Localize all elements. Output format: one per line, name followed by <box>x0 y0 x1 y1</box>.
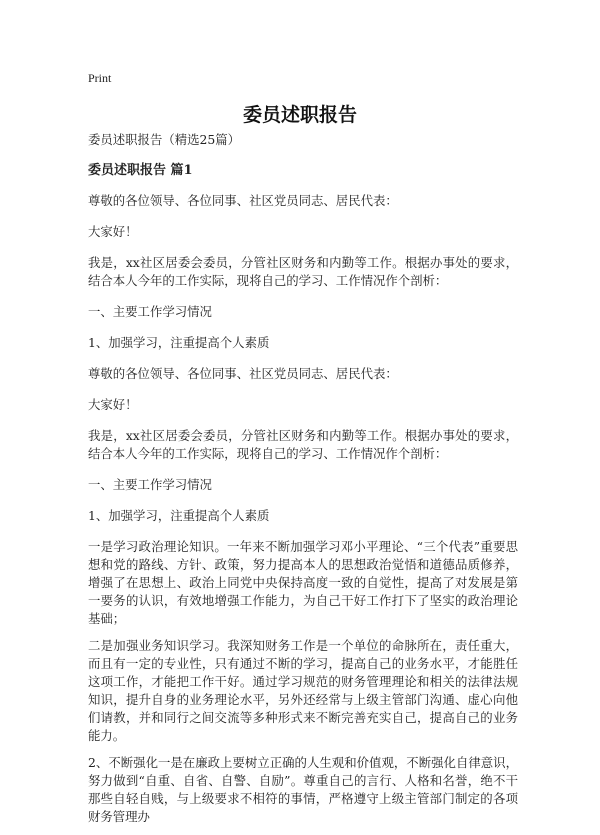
section-title: 委员述职报告 篇1 <box>88 163 193 178</box>
paragraph: 我是，xx社区居委会委员，分管社区财务和内勤等工作。根据办事处的要求，结合本人今年的工作实际，现将自己的学习、工作情况作个剖析： <box>88 428 518 461</box>
paragraph: 尊敬的各位领导、各位同事、社区党员同志、居民代表： <box>88 193 398 208</box>
paragraph: 大家好！ <box>88 224 138 239</box>
subtitle: 委员述职报告（精选25篇） <box>88 132 241 147</box>
paragraph: 我是，xx社区居委会委员，分管社区财务和内勤等工作。根据办事处的要求，结合本人今年的工作实际，现将自己的学习、工作情况作个剖析： <box>88 255 518 288</box>
paragraph: 尊敬的各位领导、各位同事、社区党员同志、居民代表： <box>88 366 398 381</box>
paragraph: 一是学习政治理论知识。一年来不断加强学习邓小平理论、“三个代表”重要思想和党的路线、方针、政策，努力提高本人的思想政治觉悟和道德品质修养，增强了在思想上、政治上同党中央保持高度一致的自觉性，提高了对发展是第一要务的认识，有效地增强工作能力，为自己干好工作打下了坚实的政治理论基础； <box>88 539 518 626</box>
paragraph: 大家好！ <box>88 397 138 412</box>
paragraph: 一、主要工作学习情况 <box>88 304 212 319</box>
paragraph: 一、主要工作学习情况 <box>88 477 212 492</box>
paragraph: 二是加强业务知识学习。我深知财务工作是一个单位的命脉所在，责任重大，而且有一定的专业性，只有通过不断的学习，提高自己的业务水平，才能胜任这项工作，才能把工作干好。通过学习规范的财务管理理论和相关的法律法规知识，提升自身的业务理论水平，另外还经常与上级主管部门沟通、虚心向他们请教，并和同行之间交流等多种形式来不断完善充实自己，提高自己的业务能力。 <box>88 638 518 743</box>
page-title: 委员述职报告 <box>242 104 357 126</box>
print-link[interactable]: Print <box>88 71 112 85</box>
document-body <box>88 131 518 835</box>
paragraph: 1、加强学习，注重提高个人素质 <box>88 508 270 523</box>
paragraph: 2、不断强化一是在廉政上要树立正确的人生观和价值观，不断强化自律意识，努力做到“自重、自省、自警、自励”。尊重自己的言行、人格和名誉，绝不干那些自轻自贱，与上级要求不相符的事情，严格遵守上级主管部门制定的各项财务管理办 <box>88 755 518 824</box>
paragraph: 1、加强学习，注重提高个人素质 <box>88 335 270 350</box>
